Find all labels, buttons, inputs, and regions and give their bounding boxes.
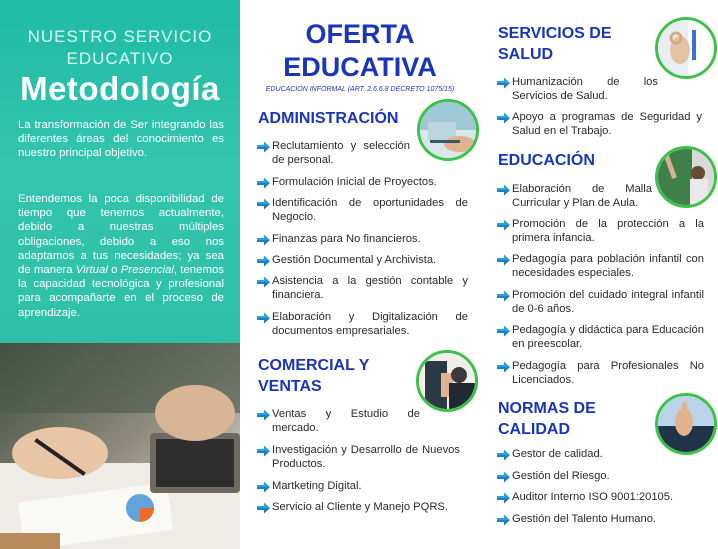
offer-title-line1: OFERTA [305, 19, 415, 49]
comercial-item: Martketing Digital. [272, 480, 468, 494]
arrow-icon [257, 445, 270, 457]
left-panel [0, 0, 240, 549]
admin-item: Gestión Documental y Archivista. [272, 254, 468, 268]
arrow-icon [497, 361, 510, 373]
arrow-icon [497, 184, 510, 196]
arrow-icon [497, 290, 510, 302]
calidad-item: Gestión del Riesgo. [512, 470, 704, 484]
arrow-icon [497, 254, 510, 266]
admin-photo [417, 99, 479, 161]
arrow-icon [497, 492, 510, 504]
admin-item: Elaboración y Digitalización de documentos empresariales. [272, 311, 468, 339]
admin-item: Reclutamiento y selección de personal. [272, 140, 410, 168]
comercial-item: Servicio al Cliente y Manejo PQRS. [272, 501, 468, 515]
study-photo [0, 343, 240, 549]
arrow-icon [257, 312, 270, 324]
admin-item: Formulación Inicial de Proyectos. [272, 176, 468, 190]
decree-note: EDUCACIÓN INFORMAL (ART. 2.6.6.8 DECRETO 1075/15) [265, 86, 455, 93]
section-kicker: NUESTRO SERVICIO EDUCATIVO [27, 27, 213, 68]
admin-heading: ADMINISTRACIÓN [258, 110, 399, 127]
admin-item: Finanzas para No financieros. [272, 233, 468, 247]
comercial-heading-line1: COMERCIAL Y [258, 357, 370, 374]
calidad-item: Gestión del Talento Humano. [512, 513, 704, 527]
educacion-item: Promoción del cuidado integral infantil de 0-6 años. [512, 289, 704, 317]
calidad-photo [655, 393, 717, 455]
calidad-item: Gestor de calidad. [512, 448, 704, 462]
educacion-heading: EDUCACIÓN [498, 152, 595, 169]
educacion-item: Promoción de la protección a la primera infancia. [512, 218, 704, 246]
salud-item: Humanización de los Servicios de Salud. [512, 76, 658, 104]
calidad-item: Auditor Interno ISO 9001:20105. [512, 491, 704, 505]
arrow-icon [257, 198, 270, 210]
right-panel [480, 0, 718, 549]
arrow-icon [257, 234, 270, 246]
arrow-icon [497, 449, 510, 461]
arrow-icon [257, 255, 270, 267]
arrow-icon [257, 481, 270, 493]
admin-item: Asistencia a la gestión contable y financiera. [272, 275, 468, 303]
comercial-heading-line2: VENTAS [258, 378, 322, 395]
arrow-icon [497, 514, 510, 526]
middle-panel [240, 0, 480, 549]
educacion-photo [655, 146, 717, 208]
calidad-heading-line2: CALIDAD [498, 421, 570, 438]
comercial-item: Investigación y Desarrollo de Nuevos Productos. [272, 444, 460, 472]
arrow-icon [257, 141, 270, 153]
comercial-photo [416, 350, 478, 412]
methodology-paragraph-2: Entendemos la poca disponibilidad de tiempo que tenemos actualmente, debido a nuestras múltiples obligaciones, debido a eso nos adaptamos a tus necesidades; ya sea de manera Virtual o Presencial, tenemos la capacidad tecnológica y profesional para acompañarte en el proceso de aprendizaje. [18, 193, 224, 319]
arrow-icon [497, 112, 510, 124]
educacion-item: Pedagogía para población infantil con necesidades especiales. [512, 253, 704, 281]
arrow-icon [257, 177, 270, 189]
educacion-item: Elaboración de Malla Curricular y Plan de Aula. [512, 183, 652, 211]
arrow-icon [497, 471, 510, 483]
arrow-icon [497, 77, 510, 89]
arrow-icon [257, 409, 270, 421]
arrow-icon [257, 276, 270, 288]
methodology-title: Metodología [20, 70, 220, 107]
educacion-item: Pedagogía y didáctica para Educación en preescolar. [512, 324, 704, 352]
arrow-icon [497, 325, 510, 337]
offer-title-line2: EDUCATIVA [283, 52, 437, 82]
comercial-item: Ventas y Estudio de mercado. [272, 408, 420, 436]
salud-photo [655, 17, 717, 79]
methodology-paragraph-1: La transformación de Ser integrando las diferentes áreas del conocimiento es nuestro principal objetivo. [18, 119, 224, 160]
calidad-heading-line1: NORMAS DE [498, 400, 596, 417]
arrow-icon [497, 219, 510, 231]
salud-item: Apoyo a programas de Seguridad y Salud en el Trabajo. [512, 111, 702, 139]
salud-heading-line2: SALUD [498, 46, 554, 63]
arrow-icon [257, 502, 270, 514]
admin-item: Identificación de oportunidades de Negocio. [272, 197, 468, 225]
educacion-item: Pedagogía para Profesionales No Licenciados. [512, 360, 704, 388]
salud-heading-line1: SERVICIOS DE [498, 25, 612, 42]
